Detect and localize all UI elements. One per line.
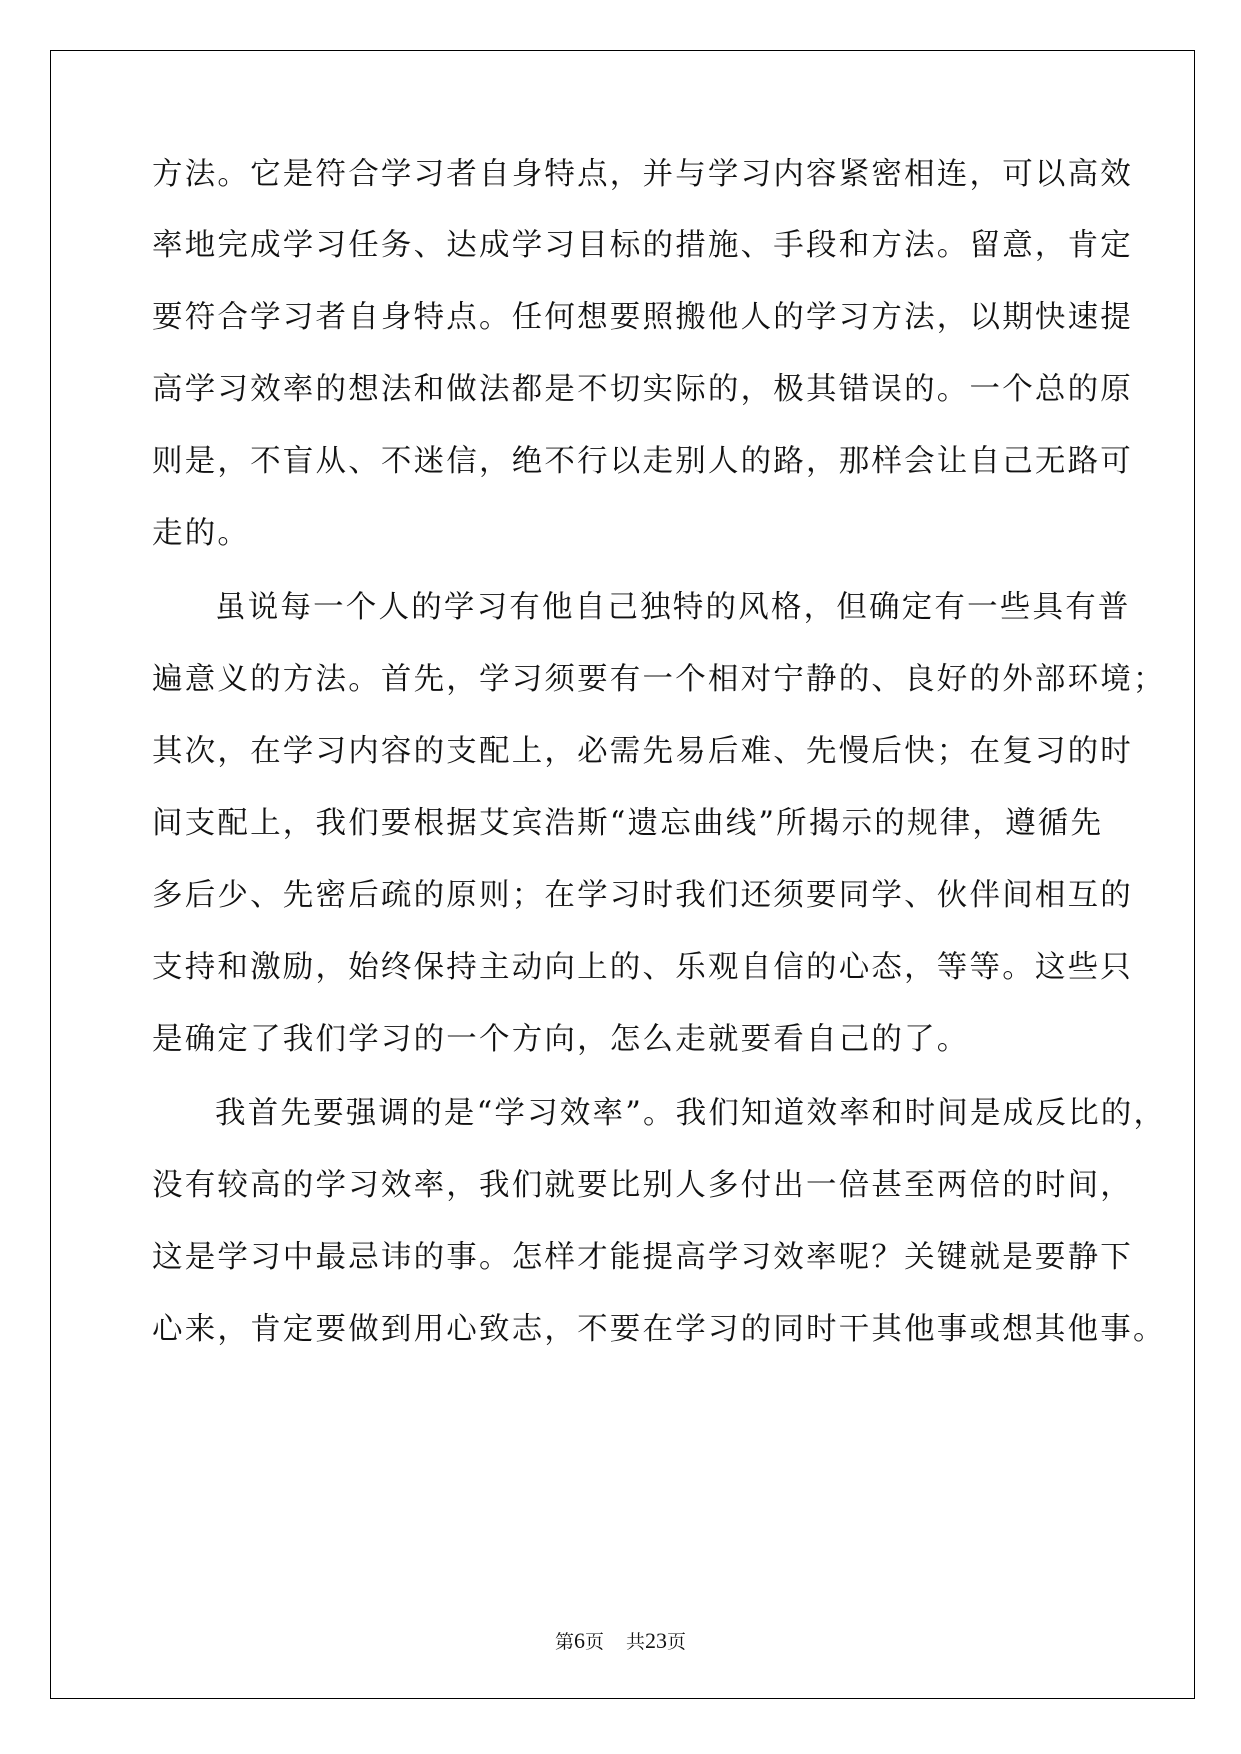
total-prefix: 共 bbox=[626, 1631, 646, 1653]
text-line: 是确定了我们学习的一个方向，怎么走就要看自己的了。 bbox=[152, 1022, 970, 1057]
total-suffix: 页 bbox=[667, 1631, 687, 1653]
text-line: 其次，在学习内容的支配上，必需先易后难、先慢后快；在复习的时 bbox=[152, 734, 1133, 769]
page-footer bbox=[0, 1629, 1241, 1654]
text-line: 这是学习中最忌讳的事。怎样才能提高学习效率呢？关键就是要静下 bbox=[152, 1240, 1133, 1275]
text-line: 遍意义的方法。首先，学习须要有一个相对宁静的、良好的外部环境； bbox=[152, 662, 1166, 697]
text-line: 心来，肯定要做到用心致志，不要在学习的同时干其他事或想其他事。 bbox=[152, 1312, 1166, 1347]
text-line: 间支配上，我们要根据艾宾浩斯“遗忘曲线”所揭示的规律，遵循先 bbox=[152, 806, 1104, 841]
text-line: 多后少、先密后疏的原则；在学习时我们还须要同学、伙伴间相互的 bbox=[152, 878, 1133, 913]
page-number: 6 bbox=[573, 1628, 585, 1653]
text-line: 支持和激励，始终保持主动向上的、乐观自信的心态，等等。这些只 bbox=[152, 950, 1133, 985]
text-line: 方法。它是符合学习者自身特点，并与学习内容紧密相连，可以高效 bbox=[152, 157, 1133, 192]
text-line: 没有较高的学习效率，我们就要比别人多付出一倍甚至两倍的时间， bbox=[152, 1168, 1133, 1203]
text-line: 则是，不盲从、不迷信，绝不行以走别人的路，那样会让自己无路可 bbox=[152, 444, 1133, 479]
page-suffix: 页 bbox=[584, 1631, 604, 1653]
total-pages: 23 bbox=[645, 1628, 668, 1653]
page-prefix: 第 bbox=[554, 1631, 574, 1653]
text-line: 率地完成学习任务、达成学习目标的措施、手段和方法。留意，肯定 bbox=[152, 228, 1133, 263]
text-line: 走的。 bbox=[152, 516, 251, 551]
text-line: 要符合学习者自身特点。任何想要照搬他人的学习方法，以期快速提 bbox=[152, 300, 1133, 335]
text-line: 虽说每一个人的学习有他自己独特的风格，但确定有一些具有普 bbox=[215, 590, 1131, 625]
text-line: 高学习效率的想法和做法都是不切实际的，极其错误的。一个总的原 bbox=[152, 372, 1133, 407]
text-line: 我首先要强调的是“学习效率”。我们知道效率和时间是成反比的， bbox=[215, 1096, 1167, 1131]
